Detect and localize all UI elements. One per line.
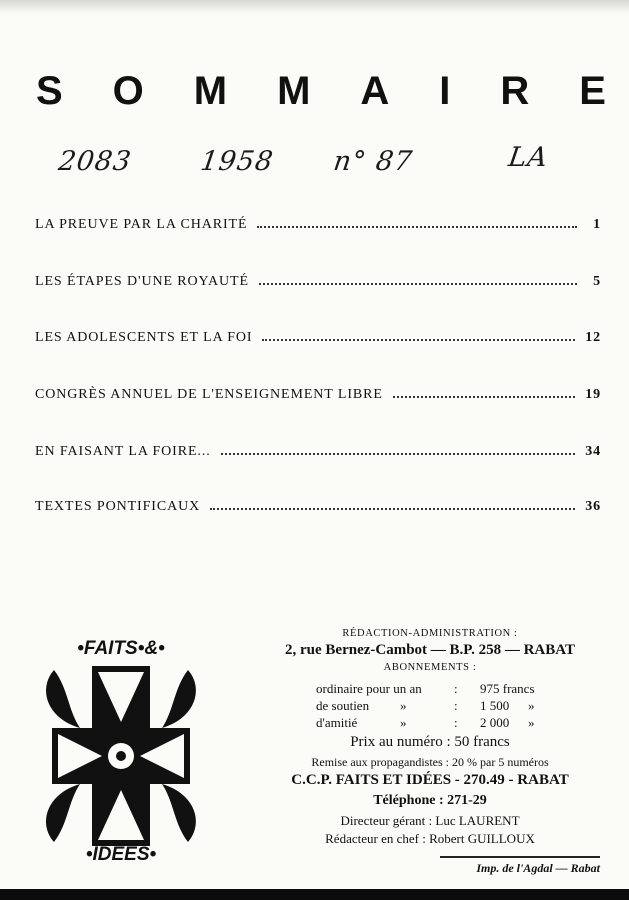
subscription-sep: : — [454, 715, 458, 730]
subscription-unit: » — [528, 698, 535, 713]
abonnements-heading: ABONNEMENTS : — [383, 662, 477, 673]
toc-entry-page: 19 — [585, 387, 601, 402]
page-edge-bottom — [0, 889, 629, 900]
address-line: 2, rue Bernez-Cambot — B.P. 258 — RABAT — [285, 642, 575, 658]
ccp-line: C.C.P. FAITS ET IDÉES - 270.49 - RABAT — [291, 772, 569, 788]
subscription-price: 975 francs — [480, 681, 535, 696]
toc-entry-title: LES ADOLESCENTS ET LA FOI — [35, 330, 253, 345]
subscription-ditto: » — [400, 698, 407, 713]
remise-line: Remise aux propagandistes : 20 % par 5 numéros — [311, 755, 549, 769]
title-letter: A — [360, 69, 390, 113]
page-title — [36, 68, 606, 114]
toc-entry-page: 12 — [585, 330, 601, 345]
toc-entry[interactable] — [35, 497, 601, 517]
toc-entry-title: CONGRÈS ANNUEL DE L'ENSEIGNEMENT LIBRE — [35, 387, 383, 402]
title-letter: M — [193, 69, 228, 113]
title-letter: R — [500, 69, 530, 113]
toc-leader-dots — [262, 328, 575, 341]
toc-entry-title: TEXTES PONTIFICAUX — [35, 499, 201, 514]
toc-entry-page: 36 — [585, 499, 601, 514]
toc-entry-page: 1 — [593, 217, 601, 232]
subscription-label: d'amitié — [316, 715, 358, 730]
toc-leader-dots — [257, 215, 577, 228]
page-edge-shadow — [0, 0, 629, 14]
title-letter: S — [36, 69, 63, 113]
subscription-row — [316, 681, 535, 697]
imprint-line: Imp. de l'Agdal — Rabat — [476, 861, 600, 875]
subscription-price: 1 500 — [480, 698, 510, 713]
subscription-label: de soutien — [316, 698, 370, 713]
cross-emblem-icon — [32, 636, 210, 868]
toc-entry[interactable] — [35, 272, 601, 292]
title-letter: E — [579, 69, 606, 113]
toc-leader-dots — [210, 497, 575, 510]
handwritten-number: 2083 — [56, 146, 134, 177]
subscription-price: 2 000 — [480, 715, 510, 730]
toc-leader-dots — [259, 272, 577, 285]
redaction-heading: RÉDACTION-ADMINISTRATION : — [342, 628, 518, 639]
logo-bottom-text: •IDÉES• — [85, 844, 157, 865]
logo-top-text: •FAITS•&• — [77, 638, 165, 659]
toc-entry-page: 5 — [593, 274, 601, 289]
toc-entry[interactable] — [35, 215, 601, 235]
handwritten-issue: n° 87 — [331, 146, 415, 177]
subscription-unit: » — [528, 715, 535, 730]
title-letter: I — [439, 69, 451, 113]
toc-entry[interactable] — [35, 385, 601, 405]
subscription-ditto: » — [400, 715, 407, 730]
toc-entry[interactable] — [35, 328, 601, 348]
subscription-row — [316, 698, 535, 714]
subscription-sep: : — [454, 698, 458, 713]
toc-entry-page: 34 — [585, 444, 601, 459]
telephone-line: Téléphone : 271-29 — [373, 793, 487, 808]
subscription-sep: : — [454, 681, 458, 696]
directeur-line: Directeur gérant : Luc LAURENT — [340, 813, 520, 828]
title-letter: O — [112, 69, 144, 113]
imprint-divider — [440, 856, 600, 858]
subscription-label: ordinaire pour un an — [316, 681, 422, 696]
subscription-row — [316, 715, 535, 731]
toc-leader-dots — [221, 442, 576, 455]
toc-entry[interactable] — [35, 442, 601, 462]
toc-entry-title: LA PREUVE PAR LA CHARITÉ — [35, 217, 248, 232]
handwritten-year: 1958 — [198, 146, 276, 177]
toc-entry-title: EN FAISANT LA FOIRE... — [35, 444, 211, 459]
title-letter: M — [277, 69, 311, 113]
handwritten-mark: LA — [506, 142, 551, 173]
faits-et-idees-logo — [32, 636, 210, 868]
redacteur-line: Rédacteur en chef : Robert GUILLOUX — [325, 831, 535, 846]
toc-entry-title: LES ÉTAPES D'UNE ROYAUTÉ — [35, 274, 249, 289]
toc-leader-dots — [393, 385, 575, 398]
price-per-issue: Prix au numéro : 50 francs — [350, 734, 510, 750]
